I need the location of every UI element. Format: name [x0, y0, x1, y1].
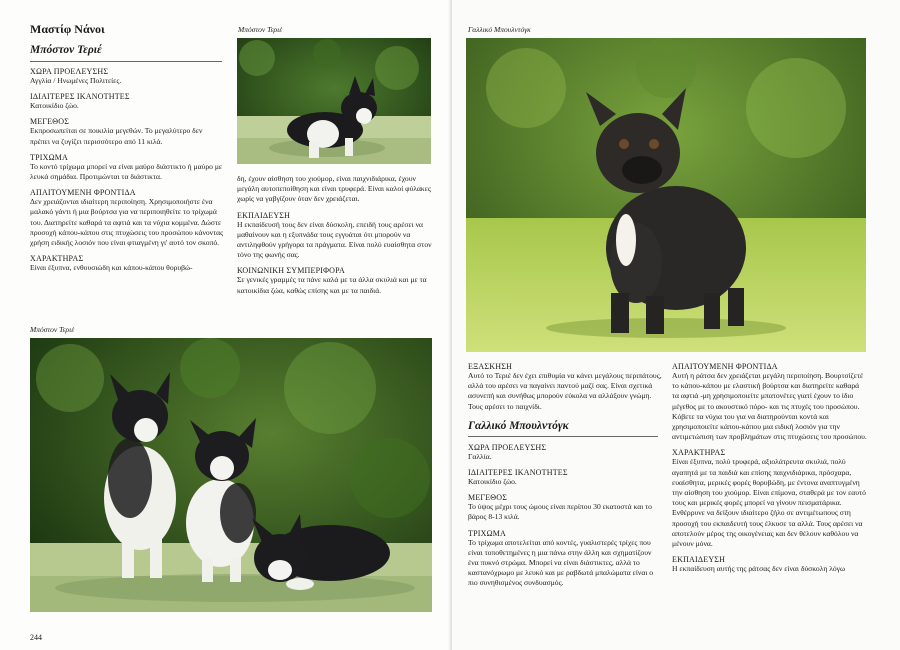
field-label: ΙΔΙΑΙΤΕΡΕΣ ΙΚΑΝΟΤΗΤΕΣ	[468, 468, 568, 478]
field-text: Εκπροσωπείται σε ποικιλία μεγεθών. Το μεγαλύτερο δεν πρέπει να ζυγίζει περισσότερο από 11 κιλά.	[30, 126, 203, 146]
title-rule-right	[468, 436, 658, 437]
field-training	[237, 211, 433, 261]
photo-caption-top: Μπόστον Τεριέ	[238, 25, 283, 34]
field-label: ΧΑΡΑΚΤΗΡΑΣ	[30, 254, 84, 264]
field-text: Σε γενικές γραμμές τα πάνε καλά με τα άλλα σκυλιά και με τα κατοικίδια ζώα, καθώς επίσης και με τα παιδιά.	[237, 275, 427, 295]
page-number-left: 244	[30, 633, 42, 642]
field-label: ΧΩΡΑ ΠΡΟΕΛΕΥΣΗΣ	[30, 67, 109, 76]
field-label: ΕΚΠΑΙΔΕΥΣΗ	[672, 555, 726, 565]
field-text: Δεν χρειάζονται ιδιαίτερη περιποίηση. Χρησιμοποιήστε ένα μαλακό γάντι ή μια βούρτσα για να περιποιηθείτε το τρίχωμά του. Διατηρείτε καθαρά τα αφτιά και τα νύχια κομμένα. Δώστε προσοχή κάπου-κάπου στις πτυχώσεις του προσώπου κάνοντας χρήση ειδικής λοσιόν που είναι φτιαγμένη γι' αυτό τον σκοπό.	[30, 197, 224, 248]
field-text: Είναι έξυπνα, πολύ τρυφερά, αξιολάτρευτα σκυλιά, πολύ αγαπητά με τα παιδιά και επίσης παιχνιδιάρικα, πρόσχαρα, ευαίσθητα, μερικές φορές θορυβώδη, με έντονα αναπτυγμένη την αίσθηση του χιούμορ. Είναι επίμονα, σταθερά με τον εαυτό τους και μερικές φορές μπορεί να γίνουν πεισματάρικα. Ενθέρρυνε να δείξουν ιδιαίτερο ζήλο σε αντιμέτωπους στη προσοχή του εκπαιδευτή τους έλκυσε τα αλλά. Τους αρέσει να αποτελούν μέρος της οικογένειας και δεν θέλουν καθόλου να μένουν μόνα.	[672, 457, 866, 549]
field-text: Η εκπαίδευση αυτής της ράτσας δεν είναι δύσκολη λόγω	[672, 564, 846, 574]
right-page	[452, 0, 900, 650]
field-coat-fr	[468, 529, 662, 589]
field-label: ΑΠΑΙΤΟΥΜΕΝΗ ΦΡΟΝΤΙΔΑ	[30, 188, 136, 198]
field-abilities-fr	[468, 468, 662, 487]
field-text: Το ύψος μέχρι τους ώμους είναι περίπου 30 εκατοστά και το βάρος 8-13 κιλά.	[468, 502, 652, 522]
field-coat	[30, 153, 224, 182]
field-care-fr	[672, 362, 868, 412]
field-label: ΚΟΙΝΩΝΙΚΗ ΣΥΜΠΕΡΙΦΟΡΑ	[237, 266, 346, 276]
field-text: Το κοντό τρίχωμα μπορεί να είναι μαύρο διάστικτο ή μαύρο με λευκά σημάδια. Προτιμώνται τα διάστικτα.	[30, 161, 223, 182]
field-label: ΑΠΑΙΤΟΥΜΕΝΗ ΦΡΟΝΤΙΔΑ	[672, 362, 778, 371]
field-exercise	[468, 362, 662, 412]
field-label: ΤΡΙΧΩΜΑ	[468, 528, 507, 538]
left-col1	[30, 67, 224, 273]
field-label: ΜΕΓΕΘΟΣ	[30, 117, 70, 127]
field-text: Αυτή η ράτσα δεν χρειάζεται μεγάλη περιποίηση. Βουρτσίζετέ το κάπου-κάπου με ελαστική βούρτσα και διατηρείτε καθαρά τα αφτιά -μη χρησιμοποιείτε μπατονέτες γιατί έχουν το ίδιο μέγεθος με το ακουστικό πόρο- και τις πτυχές του προσώπου.	[672, 371, 864, 411]
field-label: ΧΩΡΑ ΠΡΟΕΛΕΥΣΗΣ	[468, 442, 547, 452]
french-bulldog-photo	[466, 38, 866, 352]
field-label: ΙΔΙΑΙΤΕΡΕΣ ΙΚΑΝΟΤΗΤΕΣ	[30, 92, 130, 102]
boston-terrier-group-photo	[30, 338, 432, 612]
field-size-fr	[468, 493, 662, 522]
photo-caption-french: Γαλλικό Μπουλντόγκ	[468, 25, 531, 34]
breed-title-boston: Μπόστον Τεριέ	[30, 44, 102, 56]
field-text: Κατοικίδιο ζώο.	[468, 477, 517, 487]
field-text: Το τρίχωμα αποτελείται από κοντές, γυαλιστερές τρίχες που είναι τοποθετημένες η μια πάνω στην άλλη και σχηματίζουν ένα πυκνό στρώμα. Μπορεί να είναι διάστικτες, αλλά το καστανόχρωμο με λευκό και με ραβδωτά μπαλώματα είναι ο πιο συνηθισμένος συνδυασμός.	[468, 537, 654, 588]
field-text: Αυτό το Τεριέ δεν έχει επιθυμία να κάνει μεγάλους περιπάτους, αλλά του αρέσει να παγαίνει παντού μαζί σας. Είναι σχετικά ασυνεπή και συνήθως μπορούν εύκολα να αλλάξουν γνώμη. Τους αρέσει το παιχνίδι.	[468, 371, 662, 411]
field-origin-fr	[468, 443, 662, 462]
right-col1	[468, 362, 662, 589]
breed-title-french: Γαλλικό Μπουλντόγκ	[468, 419, 569, 432]
field-text: Είναι έξυπνα, ενθουσιώδη και κάπου-κάπου θορυβώ-	[30, 263, 193, 273]
photo-caption-bottom: Μπόστον Τεριέ	[30, 325, 75, 334]
field-care	[30, 188, 224, 248]
field-social	[237, 266, 433, 295]
field-label: ΧΑΡΑΚΤΗΡΑΣ	[672, 448, 726, 458]
field-text: Η εκπαίδευσή τους δεν είναι δύσκολη, επειδή τους αρέσει να μαθαίνουν και η εξυπνάδα τους εγγυάται ότι μπορούν να αντιληφθούν γρήγορα τα πράγματα. Είναι πολύ ευαίσθητα στον τόνο της φωνής σας.	[237, 219, 432, 260]
field-label: ΕΞΑΣΚΗΣΗ	[468, 362, 513, 371]
section-title: Μαστίφ Νάνοι	[30, 22, 105, 36]
field-label: ΕΚΠΑΙΔΕΥΣΗ	[237, 210, 291, 220]
field-label: ΜΕΓΕΘΟΣ	[468, 493, 508, 503]
boston-terrier-photo-small	[237, 38, 431, 164]
character-continued: δη, έχουν αίσθηση του χιούμορ, είναι παιχνιδιάρικα, έχουν μεγάλη αυτοπεποίθηση και είναι τρυφερά. Είναι καλοί φύλακες χωρίς να γαβγίζουν όταν δεν χρειάζεται.	[237, 174, 431, 204]
title-rule	[30, 61, 222, 62]
field-character-fr	[672, 448, 868, 549]
field-label: ΤΡΙΧΩΜΑ	[30, 152, 69, 162]
field-text: Γαλλία.	[468, 451, 492, 461]
field-text: Αγγλία / Ηνωμένες Πολιτείες.	[30, 76, 122, 85]
field-training-fr	[672, 555, 868, 574]
field-text: Κόβετε τα νύχια του για να διατηρούνται κοντά και χρησιμοποιείτε κάπου-κάπου μια ειδική λοσιόν για την αντιμετώπιση των προβλημάτων στις πτυχώσεις του προσώπου.	[672, 411, 867, 442]
field-care-fr-2	[672, 412, 868, 443]
field-abilities	[30, 92, 224, 111]
field-text: Κατοικίδιο ζώο.	[30, 101, 79, 111]
left-col2	[237, 174, 433, 296]
right-col2	[672, 362, 868, 574]
field-size	[30, 117, 224, 146]
field-origin	[30, 67, 224, 86]
field-character	[30, 254, 224, 273]
